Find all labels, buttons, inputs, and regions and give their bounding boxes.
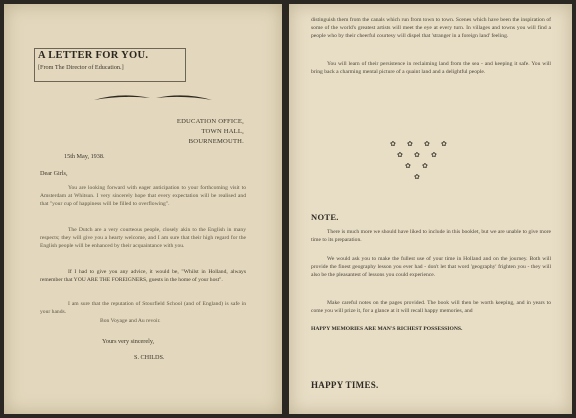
star-icon: ✿ bbox=[424, 140, 430, 148]
star-icon: ✿ bbox=[390, 140, 396, 148]
left-page bbox=[4, 4, 282, 414]
star-icon: ✿ bbox=[422, 162, 428, 170]
closing-heading: HAPPY TIMES. bbox=[311, 380, 379, 390]
paragraph-1: You are looking forward with eager anticipation to your forthcoming visit to Amsterdam at Whitsun. I very sincerely hope that every expectation will be realised and that "your cup of happiness will be filled to overflowing". bbox=[40, 185, 246, 208]
paragraph-2: The Dutch are a very courteous people, closely akin to the English in many respects; they will give you a hearty welcome, and I am sure that their high regard for the English people will be enhanced by their acquaintance with you. bbox=[40, 227, 246, 250]
star-icon: ✿ bbox=[405, 162, 411, 170]
paragraph-3: If I had to give you any advice, it would be, "Whilst in Holland, always remember that YOU ARE THE FOREIGNERS, guests in the home of your host". bbox=[40, 269, 246, 284]
star-icon: ✿ bbox=[407, 140, 413, 148]
letter-title: A LETTER FOR YOU. bbox=[38, 50, 149, 61]
note-heading: NOTE. bbox=[311, 212, 339, 222]
address-line-1: EDUCATION OFFICE, bbox=[176, 118, 244, 125]
salutation: Dear Girls, bbox=[40, 170, 68, 177]
star-icon: ✿ bbox=[414, 151, 420, 159]
paragraph-4: I am sure that the reputation of Stourfield School (and of England) is safe in your hands. bbox=[40, 301, 246, 316]
right-page bbox=[289, 4, 572, 414]
paragraph-5: Bon Voyage and Au revoir. bbox=[100, 318, 161, 324]
note-paragraph-3: Make careful notes on the pages provided. The book will then be worth keeping, and in years to come you will prize it, for a glance at it will recall happy memories, and bbox=[311, 300, 551, 315]
letter-date: 15th May, 1938. bbox=[64, 153, 105, 160]
ornament-right-icon bbox=[156, 94, 212, 102]
letter-subtitle: [From The Director of Education.] bbox=[38, 64, 124, 71]
right-second-paragraph: You will learn of their persistence in reclaiming land from the sea - and keeping it safe. You will bring back a charming mental picture of a quaint land and a delightful people. bbox=[311, 61, 551, 76]
star-icon: ✿ bbox=[397, 151, 403, 159]
note-paragraph-1: There is much more we should have liked to include in this booklet, but we are unable to give more time to its preparation. bbox=[311, 229, 551, 244]
note-paragraph-2: We would ask you to make the fullest use of your time in Holland and on the journey. Both will provide the finest geography lesson you ever had - don't let that word 'geography' frighten you - they will also be the pleasantest of lessons you could experience. bbox=[311, 256, 551, 279]
note-caps-line: HAPPY MEMORIES ARE MAN'S RICHEST POSSESSIONS. bbox=[311, 326, 463, 332]
address-line-3: BOURNEMOUTH. bbox=[188, 138, 244, 145]
ornament-left-icon bbox=[94, 94, 150, 102]
star-icon: ✿ bbox=[431, 151, 437, 159]
right-top-paragraph: distinguish them from the canals which run from town to town. Scenes which have been the inspiration of some of the world's greatest artists will meet the eye at every turn. In villages and towns you will find a people who by their cheerful courtesy will dispel that 'stranger in a foreign land' feeling. bbox=[311, 17, 551, 40]
star-icon: ✿ bbox=[441, 140, 447, 148]
star-icon: ✿ bbox=[414, 173, 420, 181]
closing: Yours very sincerely, bbox=[102, 338, 155, 345]
address-line-2: TOWN HALL, bbox=[201, 128, 244, 135]
signature: S. CHILDS. bbox=[134, 354, 165, 361]
